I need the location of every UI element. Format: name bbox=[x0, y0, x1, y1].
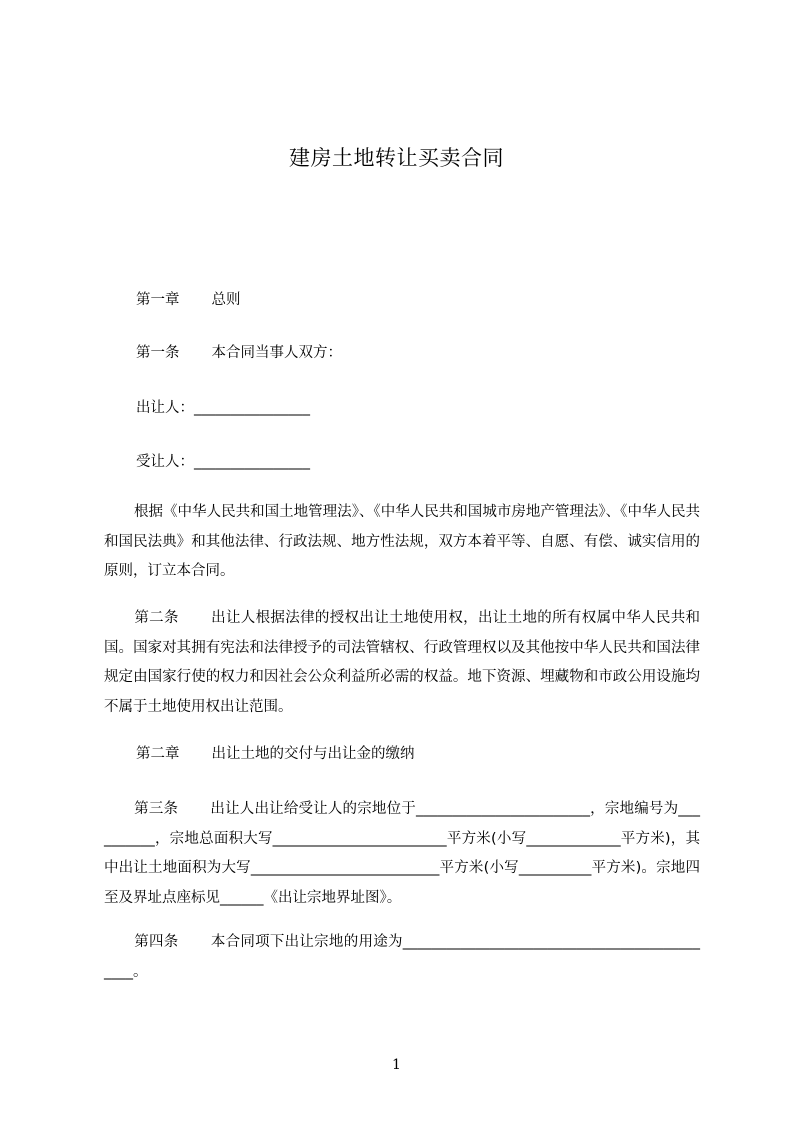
document-title: 建房土地转让买卖合同 bbox=[289, 146, 504, 170]
chapter-1-label: 第一章 bbox=[136, 292, 180, 308]
article-2-text: 出让人根据法律的授权出让土地使用权，出让土地的所有权属中华人民共和国。国家对其拥有宪法和法律授予的司法管辖权、行政管理权以及其他按中华人民共和国法律规定由国家行使的权力和因社会公众利益所必需的权益。地下资源、埋藏物和市政公用设施均不属于土地使用权出让范围。 bbox=[104, 610, 701, 715]
basis-paragraph bbox=[104, 498, 700, 587]
transferee-line: 受让人：________________ bbox=[136, 454, 310, 470]
chapter-2-title: 出让土地的交付与出让金的缴纳 bbox=[211, 746, 415, 762]
article-3 bbox=[104, 795, 700, 913]
article-1-text: 本合同当事人双方： bbox=[211, 345, 342, 361]
article-1 bbox=[136, 342, 342, 364]
article-4-label: 第四条 bbox=[134, 934, 179, 950]
article-3-label: 第三条 bbox=[134, 801, 179, 817]
article-2-label: 第二条 bbox=[134, 610, 179, 626]
transferor-line: 出让人：________________ bbox=[136, 400, 310, 416]
article-1-label: 第一条 bbox=[136, 345, 180, 361]
basis-text: 根据《中华人民共和国土地管理法》、《中华人民共和国城市房地产管理法》、《中华人民共和国民法典》和其他法律、行政法规、地方性法规，双方本着平等、自愿、有偿、诚实信用的原则，订立本合同。 bbox=[104, 504, 700, 579]
article-4-text: 本合同项下出让宗地的用途为_____________________________________________。 bbox=[104, 934, 701, 980]
chapter-1-title: 总则 bbox=[211, 292, 241, 308]
chapter-2-label: 第二章 bbox=[136, 746, 180, 762]
article-3-text: 出让人出让给受让人的宗地位于________________________，宗地编号为__________，宗地总面积大写________________________平方米(小写_____________平方米)，其中出让土地面积为大写__________________________平方米(小写__________平方米)。宗地四至及界址点座标见______《出让宗地界址图》。 bbox=[104, 801, 701, 906]
article-4 bbox=[104, 928, 700, 987]
chapter-1-heading bbox=[136, 289, 241, 311]
page-number: 1 bbox=[392, 1057, 401, 1073]
article-2 bbox=[104, 604, 700, 722]
chapter-2-heading bbox=[136, 743, 415, 765]
